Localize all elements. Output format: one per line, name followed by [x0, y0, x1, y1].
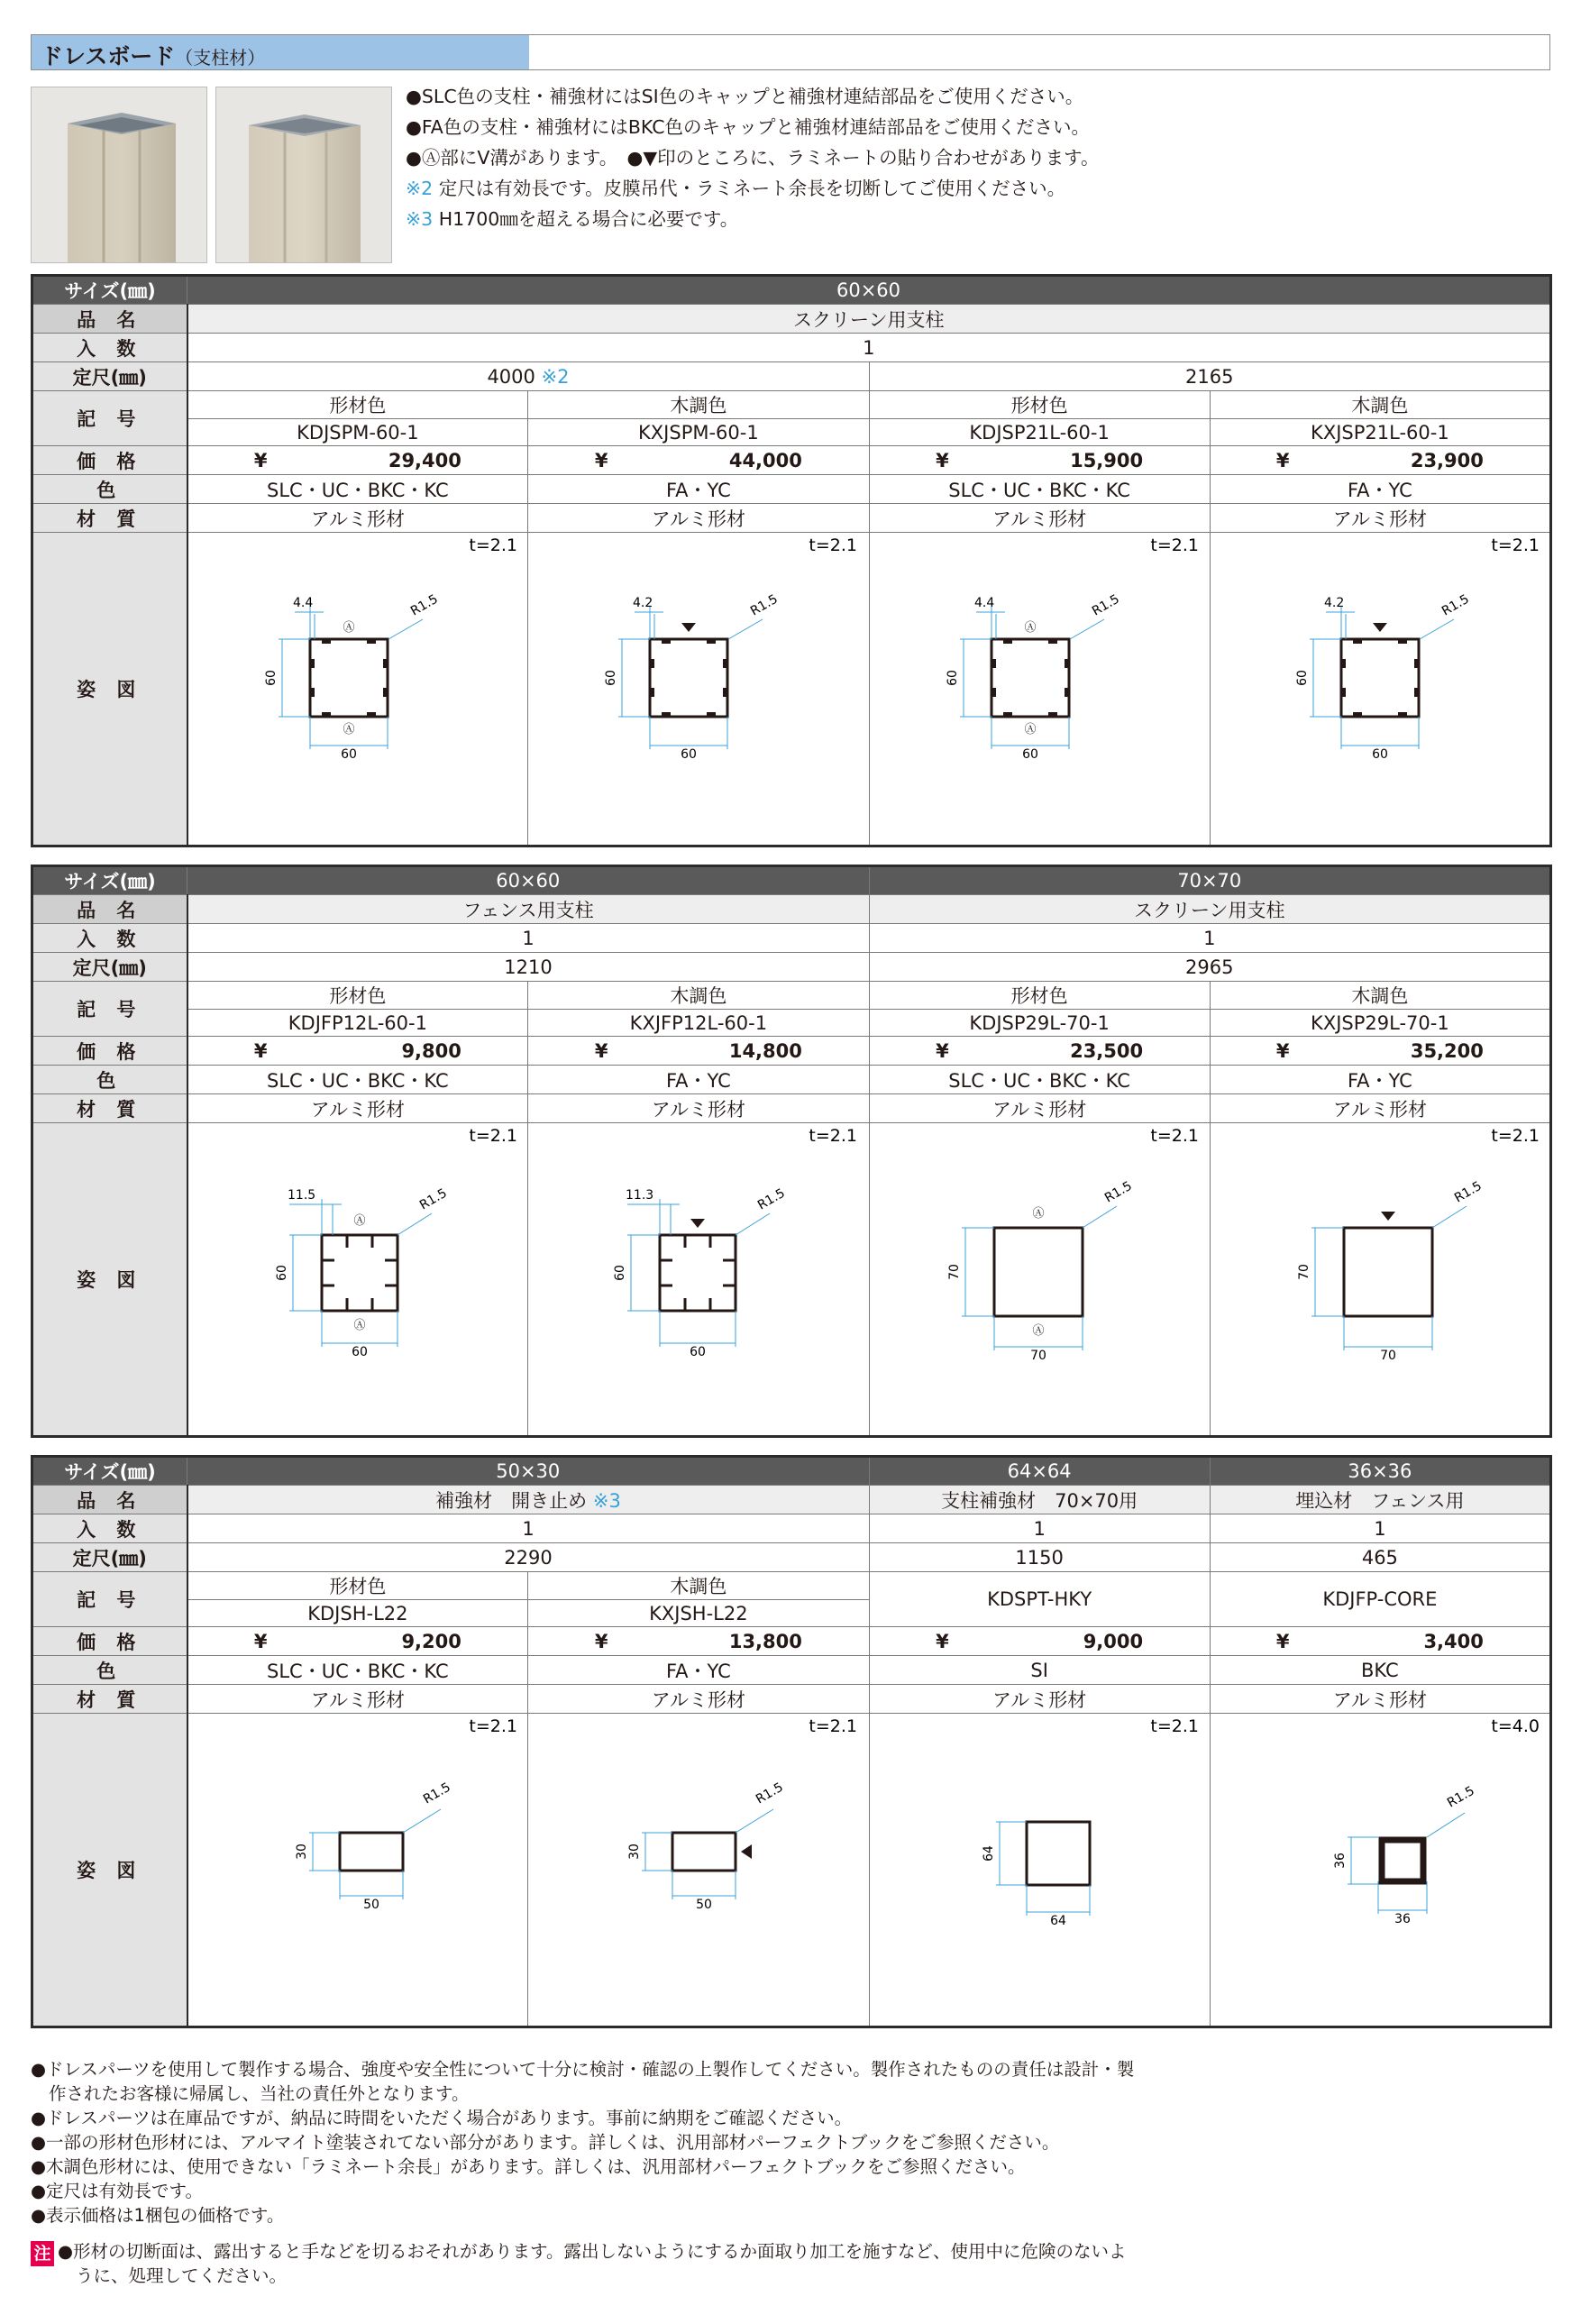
svg-text:60: 60: [690, 1345, 707, 1359]
qty-value: 1: [869, 924, 1551, 953]
svg-text:60: 60: [274, 1265, 289, 1281]
svg-text:4.2: 4.2: [633, 596, 653, 610]
color-value: BKC: [1210, 1656, 1550, 1685]
svg-text:Ⓐ: Ⓐ: [1031, 1207, 1045, 1221]
color-kind: 木調色: [528, 982, 869, 1010]
size-value: 60×60: [187, 866, 870, 895]
color-kind: 木調色: [528, 1572, 869, 1600]
svg-text:60: 60: [1294, 670, 1310, 686]
material-value: アルミ形材: [869, 1094, 1210, 1123]
svg-text:11.3: 11.3: [626, 1188, 654, 1203]
note-line: ●表示価格は1梱包の価格です。: [31, 2205, 285, 2226]
svg-text:36: 36: [1394, 1912, 1411, 1926]
top-note: ※3 H1700㎜を超える場合に必要です。: [406, 208, 739, 230]
spec-table-1: [31, 274, 1552, 847]
product-code: KDSPT-HKY: [869, 1572, 1210, 1627]
size-label: サイズ(㎜): [32, 1457, 187, 1486]
color-value: FA・YC: [528, 475, 869, 504]
svg-text:R1.5: R1.5: [748, 591, 781, 619]
product-name: 埋込材 フェンス用: [1210, 1486, 1550, 1514]
name-label: 品 名: [32, 305, 187, 334]
price-label: 価 格: [32, 1627, 187, 1656]
price: ¥ 15,900: [869, 446, 1210, 475]
length-value: 1210: [187, 953, 870, 982]
section-figure: [528, 533, 869, 846]
top-note: ●FA色の支柱・補強材にはBKC色のキャップと補強材連結部品をご使用ください。: [406, 116, 1091, 138]
color-value: SI: [869, 1656, 1210, 1685]
section-figure: [1210, 1123, 1550, 1437]
color-value: SLC・UC・BKC・KC: [187, 475, 528, 504]
product-name: 支柱補強材 70×70用: [869, 1486, 1210, 1514]
product-photo-1: [31, 87, 207, 263]
top-note: ※2 定尺は有効長です。皮膜吊代・ラミネート余長を切断してご使用ください。: [406, 178, 1066, 199]
svg-text:64: 64: [981, 1845, 996, 1862]
size-value: 36×36: [1210, 1457, 1550, 1486]
product-code: KXJSP21L-60-1: [1210, 419, 1550, 446]
top-note: ●Ⓐ部にV溝があります。 ●▼印のところに、ラミネートの貼り合わせがあります。: [406, 147, 1100, 169]
color-label: 色: [32, 1066, 187, 1094]
figure-label: 姿 図: [32, 1714, 187, 2027]
size-label: サイズ(㎜): [32, 866, 187, 895]
svg-text:60: 60: [604, 670, 619, 686]
note-line: ●一部の形材色形材には、アルマイト塗装されてない部分があります。詳しくは、汎用部材パーフェクトブックをご参照ください。: [31, 2132, 1060, 2153]
svg-text:Ⓐ: Ⓐ: [342, 723, 355, 737]
qty-value: 1: [187, 334, 1551, 362]
svg-text:R1.5: R1.5: [407, 591, 441, 619]
svg-text:4.2: 4.2: [1323, 596, 1345, 610]
svg-text:R1.5: R1.5: [420, 1780, 453, 1807]
material-value: アルミ形材: [528, 504, 869, 533]
length-value: 2290: [187, 1543, 870, 1572]
svg-text:R1.5: R1.5: [1451, 1178, 1485, 1206]
price: ¥ 35,200: [1210, 1037, 1550, 1066]
length-value: 2165: [869, 362, 1551, 391]
color-value: SLC・UC・BKC・KC: [869, 475, 1210, 504]
qty-label: 入 数: [32, 1514, 187, 1543]
svg-text:t=2.1: t=2.1: [1149, 1716, 1199, 1736]
svg-text:Ⓐ: Ⓐ: [1023, 621, 1037, 635]
code-label: 記 号: [32, 982, 187, 1037]
material-value: アルミ形材: [187, 504, 528, 533]
svg-text:60: 60: [613, 1265, 628, 1281]
svg-text:R1.5: R1.5: [754, 1780, 786, 1807]
length-label: 定尺(㎜): [32, 953, 187, 982]
svg-text:70: 70: [1029, 1349, 1046, 1363]
size-value: 64×64: [869, 1457, 1210, 1486]
material-value: アルミ形材: [1210, 1685, 1550, 1714]
svg-text:t=4.0: t=4.0: [1491, 1716, 1540, 1736]
svg-text:R1.5: R1.5: [755, 1185, 788, 1213]
svg-text:30: 30: [627, 1844, 643, 1860]
note-line: ●ドレスパーツを使用して製作する場合、強度や安全性について十分に検討・確認の上製作してください。製作されたものの責任は設計・製: [31, 2059, 1135, 2080]
product-code: KDJFP-CORE: [1210, 1572, 1550, 1627]
price-label: 価 格: [32, 446, 187, 475]
svg-text:11.5: 11.5: [287, 1188, 315, 1203]
svg-text:64: 64: [1049, 1914, 1066, 1928]
note-line: 作されたお客様に帰属し、当社の責任外となります。: [49, 2083, 470, 2104]
title-bar: [31, 34, 1550, 70]
material-label: 材 質: [32, 1685, 187, 1714]
product-code: KDJSP29L-70-1: [869, 1010, 1210, 1037]
note-line: ●ドレスパーツは在庫品ですが、納品に時間をいただく場合があります。事前に納期をご確認ください。: [31, 2108, 853, 2128]
caution-badge: 注: [31, 2241, 54, 2266]
material-value: アルミ形材: [1210, 1094, 1550, 1123]
price: ¥ 13,800: [528, 1627, 869, 1656]
price: ¥ 9,800: [187, 1037, 528, 1066]
color-kind: 木調色: [528, 391, 869, 419]
size-value: 70×70: [869, 866, 1551, 895]
product-name: スクリーン用支柱: [869, 895, 1551, 924]
svg-text:4.4: 4.4: [973, 596, 994, 610]
length-label: 定尺(㎜): [32, 362, 187, 391]
top-notes: [406, 81, 1100, 234]
svg-text:t=2.1: t=2.1: [809, 1716, 858, 1736]
length-value: 4000 ※2: [187, 362, 870, 391]
name-label: 品 名: [32, 1486, 187, 1514]
section-figure: [528, 1714, 869, 2027]
color-kind: 形材色: [869, 982, 1210, 1010]
qty-value: 1: [187, 924, 870, 953]
color-value: SLC・UC・BKC・KC: [187, 1066, 528, 1094]
name-label: 品 名: [32, 895, 187, 924]
material-label: 材 質: [32, 1094, 187, 1123]
material-value: アルミ形材: [187, 1094, 528, 1123]
svg-text:60: 60: [1021, 747, 1038, 762]
material-value: アルミ形材: [187, 1685, 528, 1714]
product-code: KXJFP12L-60-1: [528, 1010, 869, 1037]
qty-label: 入 数: [32, 924, 187, 953]
size-label: サイズ(㎜): [32, 276, 187, 305]
product-code: KDJSPM-60-1: [187, 419, 528, 446]
svg-text:t=2.1: t=2.1: [468, 1716, 517, 1736]
qty-value: 1: [1210, 1514, 1550, 1543]
svg-text:t=2.1: t=2.1: [1149, 1126, 1199, 1146]
section-figure: [528, 1123, 869, 1437]
svg-text:t=2.1: t=2.1: [468, 1126, 517, 1146]
color-kind: 形材色: [869, 391, 1210, 419]
note-line: ●定尺は有効長です。: [31, 2181, 203, 2201]
material-value: アルミ形材: [869, 504, 1210, 533]
qty-label: 入 数: [32, 334, 187, 362]
color-value: FA・YC: [1210, 475, 1550, 504]
svg-text:t=2.1: t=2.1: [1149, 535, 1199, 555]
section-figure: [1210, 533, 1550, 846]
svg-text:t=2.1: t=2.1: [1491, 535, 1540, 555]
svg-text:60: 60: [263, 670, 279, 686]
svg-text:60: 60: [351, 1345, 368, 1359]
svg-text:36: 36: [1332, 1853, 1348, 1869]
svg-text:70: 70: [946, 1264, 962, 1280]
product-name: フェンス用支柱: [187, 895, 870, 924]
svg-text:Ⓐ: Ⓐ: [1023, 723, 1037, 737]
section-figure: [869, 1123, 1210, 1437]
price-label: 価 格: [32, 1037, 187, 1066]
length-value: 465: [1210, 1543, 1550, 1572]
section-figure: [869, 1714, 1210, 2027]
material-value: アルミ形材: [528, 1685, 869, 1714]
product-name: スクリーン用支柱: [187, 305, 1551, 334]
page-title: ドレスボード（支柱材）: [41, 43, 266, 69]
price: ¥ 14,800: [528, 1037, 869, 1066]
svg-text:30: 30: [294, 1844, 309, 1860]
svg-text:t=2.1: t=2.1: [468, 535, 517, 555]
caution-text: ●形材の切断面は、露出すると手などを切るおそれがあります。露出しないようにするか面取り加工を施すなど、使用中に危険のないよ うに、処理してください。: [58, 2241, 1127, 2286]
section-figure: [187, 533, 528, 846]
svg-text:t=2.1: t=2.1: [1491, 1126, 1540, 1146]
price: ¥ 9,000: [869, 1627, 1210, 1656]
color-kind: 形材色: [187, 982, 528, 1010]
qty-value: 1: [187, 1514, 870, 1543]
svg-text:4.4: 4.4: [292, 596, 313, 610]
svg-text:60: 60: [340, 747, 357, 762]
color-kind: 形材色: [187, 1572, 528, 1600]
color-value: SLC・UC・BKC・KC: [187, 1656, 528, 1685]
svg-text:R1.5: R1.5: [416, 1185, 450, 1213]
color-kind: 木調色: [1210, 982, 1550, 1010]
svg-text:60: 60: [681, 747, 698, 762]
svg-text:Ⓐ: Ⓐ: [342, 621, 355, 635]
price: ¥ 29,400: [187, 446, 528, 475]
svg-text:R1.5: R1.5: [1101, 1178, 1135, 1206]
svg-text:Ⓐ: Ⓐ: [352, 1214, 366, 1228]
section-figure: [187, 1714, 528, 2027]
material-value: アルミ形材: [1210, 504, 1550, 533]
color-value: FA・YC: [528, 1656, 869, 1685]
price: ¥ 44,000: [528, 446, 869, 475]
spec-table-3: [31, 1455, 1552, 2028]
color-label: 色: [32, 475, 187, 504]
svg-text:50: 50: [362, 1898, 379, 1912]
product-code: KDJSH-L22: [187, 1600, 528, 1627]
product-name: 補強材 開き止め ※3: [187, 1486, 870, 1514]
size-value: 50×30: [187, 1457, 870, 1486]
bottom-notes: [31, 2057, 1134, 2228]
svg-text:70: 70: [1296, 1264, 1311, 1280]
top-note: ●SLC色の支柱・補強材にはSI色のキャップと補強材連結部品をご使用ください。: [406, 86, 1084, 107]
product-photo-2: [215, 87, 392, 263]
product-code: KXJSH-L22: [528, 1600, 869, 1627]
code-label: 記 号: [32, 391, 187, 446]
figure-label: 姿 図: [32, 533, 187, 846]
svg-text:t=2.1: t=2.1: [809, 1126, 858, 1146]
price: ¥ 3,400: [1210, 1627, 1550, 1656]
note-line: ●木調色形材には、使用できない「ラミネート余長」があります。詳しくは、汎用部材パーフェクトブックをご参照ください。: [31, 2156, 1026, 2177]
svg-text:50: 50: [696, 1898, 713, 1912]
svg-text:Ⓐ: Ⓐ: [1031, 1324, 1045, 1338]
product-code: KDJSP21L-60-1: [869, 419, 1210, 446]
color-value: SLC・UC・BKC・KC: [869, 1066, 1210, 1094]
price: ¥ 9,200: [187, 1627, 528, 1656]
price: ¥ 23,500: [869, 1037, 1210, 1066]
svg-text:70: 70: [1379, 1349, 1396, 1363]
color-label: 色: [32, 1656, 187, 1685]
color-kind: 形材色: [187, 391, 528, 419]
material-value: アルミ形材: [528, 1094, 869, 1123]
material-label: 材 質: [32, 504, 187, 533]
section-figure: [869, 533, 1210, 846]
qty-value: 1: [869, 1514, 1210, 1543]
price: ¥ 23,900: [1210, 446, 1550, 475]
spec-table-2: [31, 865, 1552, 1438]
svg-text:Ⓐ: Ⓐ: [352, 1319, 366, 1332]
size-value: 60×60: [187, 276, 1551, 305]
material-value: アルミ形材: [869, 1685, 1210, 1714]
code-label: 記 号: [32, 1572, 187, 1627]
color-kind: 木調色: [1210, 391, 1550, 419]
section-figure: [187, 1123, 528, 1437]
color-value: FA・YC: [1210, 1066, 1550, 1094]
color-value: FA・YC: [528, 1066, 869, 1094]
svg-text:t=2.1: t=2.1: [809, 535, 858, 555]
product-code: KXJSP29L-70-1: [1210, 1010, 1550, 1037]
length-label: 定尺(㎜): [32, 1543, 187, 1572]
svg-text:60: 60: [1371, 747, 1388, 762]
length-value: 1150: [869, 1543, 1210, 1572]
product-code: KDJFP12L-60-1: [187, 1010, 528, 1037]
svg-text:R1.5: R1.5: [1089, 591, 1122, 619]
svg-text:R1.5: R1.5: [1444, 1783, 1477, 1811]
length-value: 2965: [869, 953, 1551, 982]
section-figure: [1210, 1714, 1550, 2027]
svg-text:60: 60: [945, 670, 960, 686]
product-code: KXJSPM-60-1: [528, 419, 869, 446]
figure-label: 姿 図: [32, 1123, 187, 1437]
svg-text:R1.5: R1.5: [1439, 591, 1472, 619]
